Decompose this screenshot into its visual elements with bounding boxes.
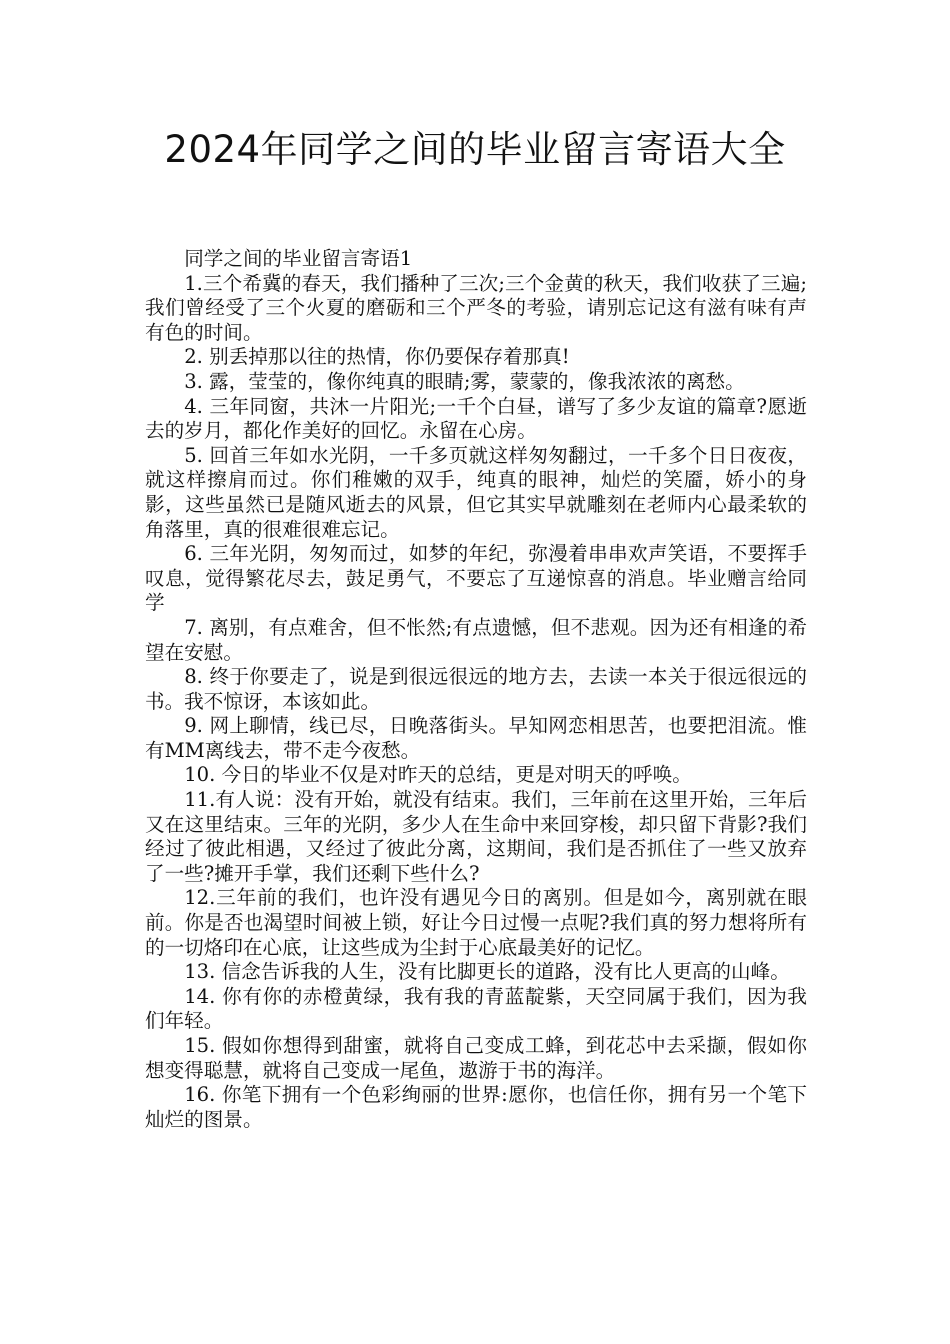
paragraph-10: 10. 今日的毕业不仅是对昨天的总结，更是对明天的呼唤。	[184, 763, 692, 787]
document-title: 2024年同学之间的毕业留言寄语大全	[164, 128, 786, 171]
paragraph-9: 9. 网上聊情，线已尽，日晚落街头。早知网恋相思苦，也要把泪流。惟有MM离线去，带不走今夜愁。	[145, 714, 807, 762]
paragraph-15: 15. 假如你想得到甜蜜，就将自己变成工蜂，到花芯中去采撷，假如你想变得聪慧，就将自己变成一尾鱼，遨游于书的海洋。	[145, 1034, 807, 1082]
paragraph-8: 8. 终于你要走了，说是到很远很远的地方去，去读一本关于很远很远的书。我不惊讶，本该如此。	[145, 665, 807, 713]
document-body	[145, 247, 807, 1132]
paragraph-11: 11.有人说：没有开始，就没有结束。我们，三年前在这里开始，三年后又在这里结束。三年的光阴，多少人在生命中来回穿梭，却只留下背影?我们经过了彼此相遇，又经过了彼此分离，这期间，我们是否抓住了一些又放弃了一些?摊开手掌，我们还剩下些什么?	[145, 788, 807, 885]
paragraph-6: 6. 三年光阴，匆匆而过，如梦的年纪，弥漫着串串欢声笑语，不要挥手叹息，觉得繁花尽去，鼓足勇气，不要忘了互递惊喜的消息。毕业赠言给同学	[145, 542, 807, 615]
paragraph-7: 7. 离别，有点难舍，但不怅然;有点遗憾，但不悲观。因为还有相逢的希望在安慰。	[145, 615, 807, 664]
paragraph-2: 2. 别丢掉那以往的热情，你仍要保存着那真!	[184, 345, 570, 369]
paragraph-5: 5. 回首三年如水光阴，一千多页就这样匆匆翻过，一千多个日日夜夜，就这样擦肩而过。你们稚嫩的双手，纯真的眼神，灿烂的笑靥，娇小的身影，这些虽然已是随风逝去的风景，但它其实早就雕刻在老师内心最柔软的角落里，真的很难很难忘记。	[145, 443, 807, 541]
paragraph-14: 14. 你有你的赤橙黄绿，我有我的青蓝靛紫，天空同属于我们，因为我们年轻。	[145, 984, 807, 1033]
paragraph-12: 12.三年前的我们，也许没有遇见今日的离别。但是如今，离别就在眼前。你是否也渴望时间被上锁，好让今日过慢一点呢?我们真的努力想将所有的一切烙印在心底，让这些成为尘封于心底最美好的记忆。	[145, 886, 807, 959]
paragraph-3: 3. 露，莹莹的，像你纯真的眼睛;雾，蒙蒙的，像我浓浓的离愁。	[184, 369, 745, 393]
paragraph-13: 13. 信念告诉我的人生，没有比脚更长的道路，没有比人更高的山峰。	[184, 960, 790, 984]
section-heading: 同学之间的毕业留言寄语1	[184, 247, 413, 270]
paragraph-4: 4. 三年同窗，共沐一片阳光;一千个白昼，谱写了多少友谊的篇章?愿逝去的岁月，都化作美好的回忆。永留在心房。	[145, 394, 807, 443]
paragraph-1: 1.三个希冀的春天，我们播种了三次;三个金黄的秋天，我们收获了三遍;我们曾经受了三个火夏的磨砺和三个严冬的考验，请别忘记这有滋有味有声有色的时间。	[145, 271, 807, 344]
paragraph-16: 16. 你笔下拥有一个色彩绚丽的世界:愿你，也信任你，拥有另一个笔下灿烂的图景。	[145, 1083, 807, 1131]
